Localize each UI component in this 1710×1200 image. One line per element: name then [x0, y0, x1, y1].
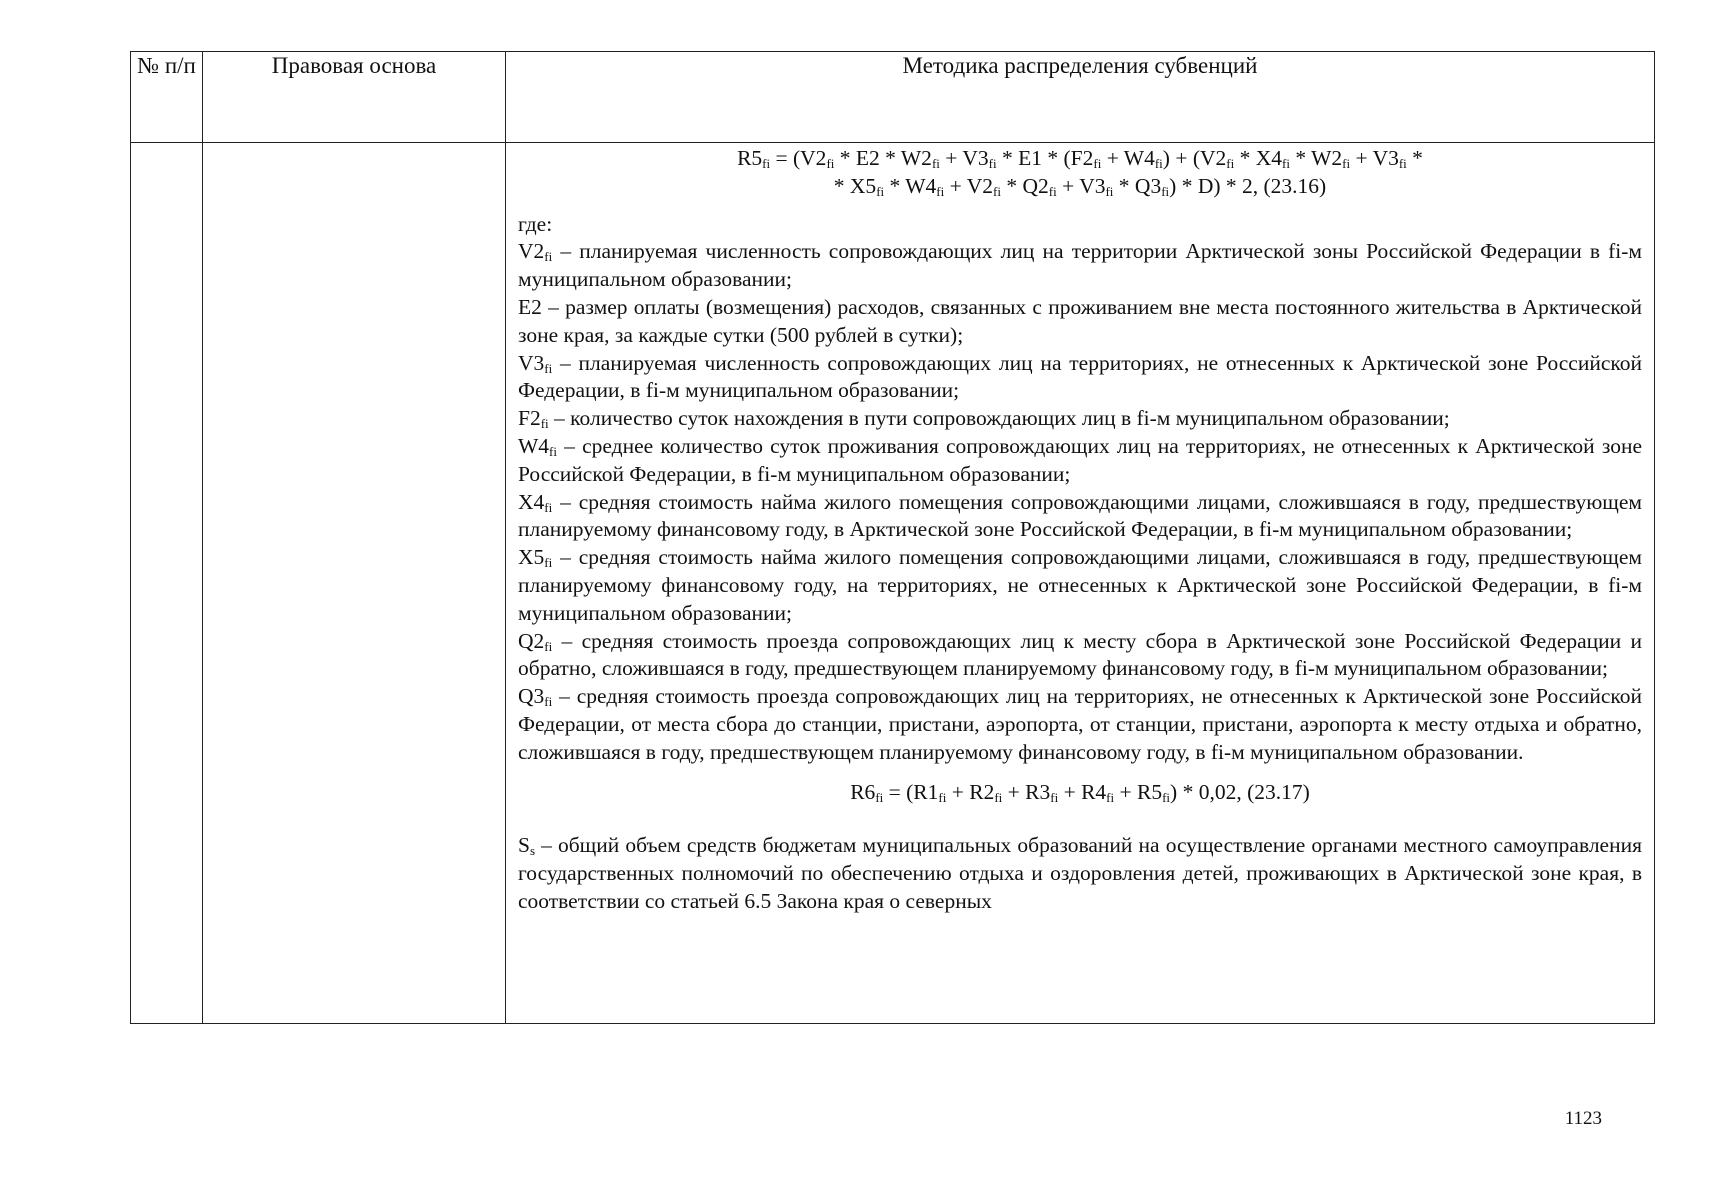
- legal-basis-cell: [203, 143, 506, 1024]
- formula-text: + R2: [946, 779, 995, 804]
- definition-item: [518, 350, 1642, 406]
- header-legal-basis: Правовая основа: [203, 52, 506, 143]
- final-symbol-sub: s: [529, 843, 536, 859]
- formula-text: + V2: [944, 173, 994, 198]
- formula-subscript: fi: [1093, 156, 1102, 171]
- formula-subscript: fi: [1342, 156, 1351, 171]
- formula-subscript: fi: [931, 156, 940, 171]
- definition-text: – количество суток нахождения в пути сопровождающих лиц в fi-м муниципальном образовании;: [548, 406, 1450, 431]
- definition-subscript: fi: [544, 360, 553, 376]
- formula-r5-line2: [518, 173, 1642, 201]
- formula-text: + V3: [939, 146, 989, 170]
- formula-text: ) + (V2: [1162, 146, 1227, 170]
- formula-text: + V3: [1350, 146, 1399, 170]
- definition-symbol: Q2: [518, 628, 545, 653]
- formula-text: *: [1406, 146, 1423, 170]
- formula-subscript: fi: [826, 156, 835, 171]
- definition-item: [518, 405, 1642, 433]
- definition-symbol: E2: [518, 294, 542, 319]
- formula-text: = (V2: [770, 146, 827, 170]
- formula-subscript: fi: [938, 789, 947, 805]
- formula-subscript: fi: [1154, 156, 1163, 171]
- definition-item: [518, 628, 1642, 684]
- definition-item: [518, 238, 1642, 294]
- formula-text: + V3: [1056, 173, 1106, 198]
- definition-item: [518, 489, 1642, 545]
- definition-text: – среднее количество суток проживания сопровождающих лиц на территориях, не отнесенных к Арктической зоне Российской Федерации, в fi-м муниципальном образовании;: [518, 433, 1642, 486]
- formula-text: + R3: [1002, 779, 1051, 804]
- number-cell: [131, 143, 203, 1024]
- formula-text: + R4: [1058, 779, 1107, 804]
- formula-subscript: fi: [1226, 156, 1235, 171]
- definition-item: [518, 544, 1642, 627]
- definition-text: – размер оплаты (возмещения) расходов, связанных с проживанием вне места постоянного жительства в Арктической зоне края, за каждые сутки (500 рублей в сутки);: [518, 294, 1642, 347]
- formula-subscript: fi: [876, 183, 885, 199]
- formula-subscript: fi: [762, 156, 771, 171]
- page-number: 1123: [1564, 1108, 1602, 1129]
- definition-symbol: X4: [518, 489, 545, 514]
- definition-item: [518, 683, 1642, 766]
- definition-text: – средняя стоимость найма жилого помещения сопровождающими лицами, сложившаяся в году, предшествующем планируемому финансовому году, в Арктической зоне Российской Федерации, в fi-м муниципальном образовании;: [518, 489, 1642, 542]
- distribution-table: [130, 51, 1655, 1024]
- formula-text: + W4: [1101, 146, 1155, 170]
- where-label: где:: [518, 211, 553, 236]
- definition-symbol: W4: [518, 433, 550, 458]
- definition-subscript: fi: [549, 443, 557, 459]
- definition-text: – планируемая численность сопровождающих лиц на территориях, не отнесенных к Арктической зоне Российской Федерации, в fi-м муниципальном образовании;: [518, 350, 1642, 403]
- formula-subscript: fi: [1050, 789, 1059, 805]
- definition-subscript: fi: [540, 416, 549, 432]
- final-paragraph: [518, 832, 1642, 915]
- formula-subscript: fi: [993, 183, 1001, 199]
- formula-text: * X5: [833, 173, 877, 198]
- formula-text: ) * D) * 2, (23.16): [1169, 173, 1327, 198]
- formula-text: = (R1: [883, 779, 939, 804]
- methodology-cell: [506, 143, 1655, 1024]
- definition-text: – планируемая численность сопровождающих лиц на территории Арктической зоны Российской Федерации в fi-м муниципальном образовании;: [518, 239, 1642, 292]
- final-text: – общий объем средств бюджетам муниципальных образований на осуществление органами местного самоуправления государственных полномочий по обеспечению отдыха и оздоровления детей, проживающих в Арктической зоне края, в соответствии со статьей 6.5 Закона края о северных: [518, 833, 1642, 913]
- definition-subscript: fi: [544, 555, 553, 571]
- definition-symbol: V2: [518, 239, 545, 264]
- definition-symbol: Q3: [518, 684, 545, 709]
- formula-subscript: fi: [1282, 156, 1290, 171]
- formula-text: * W4: [884, 173, 937, 198]
- header-methodology: Методика распределения субвенций: [506, 52, 1655, 143]
- definitions-list: [518, 238, 1642, 766]
- table-header-row: [131, 52, 1655, 143]
- definition-symbol: X5: [518, 545, 545, 570]
- formula-subscript: fi: [1106, 789, 1115, 805]
- header-number: № п/п: [131, 52, 203, 143]
- final-symbol: S: [518, 833, 530, 858]
- formula-r6: [518, 779, 1642, 807]
- formula-subscript: fi: [1048, 183, 1057, 199]
- definition-symbol: F2: [518, 406, 541, 431]
- formula-text: * E1 * (F2: [996, 146, 1094, 170]
- formula-text: * Q3: [1113, 173, 1162, 198]
- definition-text: – средняя стоимость найма жилого помещения сопровождающими лицами, сложившаяся в году, предшествующем планируемому финансовому году, на территориях, не отнесенных к Арктической зоне Российской Федерации, в fi-м муниципальном образовании;: [518, 545, 1642, 625]
- formula-text: ) * 0,02, (23.17): [1170, 779, 1310, 804]
- definition-item: [518, 294, 1642, 350]
- formula-r5-line1: [518, 145, 1642, 173]
- formula-text: R5: [737, 146, 763, 170]
- definition-text: – средняя стоимость проезда сопровождающих лиц к месту сбора в Арктической зоне Российской Федерации и обратно, сложившаяся в году, предшествующем планируемому финансовому году, в fi-м муниципальном образовании;: [518, 628, 1642, 681]
- table-row: [131, 143, 1655, 1024]
- formula-subscript: fi: [994, 789, 1003, 805]
- formula-subscript: fi: [1161, 183, 1170, 199]
- formula-subscript: fi: [1162, 789, 1171, 805]
- definition-symbol: V3: [518, 350, 545, 375]
- definition-subscript: fi: [544, 249, 553, 265]
- definition-item: [518, 433, 1642, 489]
- formula-subscript: fi: [1105, 183, 1114, 199]
- definition-subscript: fi: [544, 499, 553, 515]
- formula-text: * X4: [1234, 146, 1283, 170]
- formula-subscript: fi: [988, 156, 997, 171]
- formula-text: * W2: [1289, 146, 1343, 170]
- formula-subscript: fi: [936, 183, 945, 199]
- definition-subscript: fi: [544, 694, 553, 710]
- formula-subscript: fi: [1398, 156, 1407, 171]
- formula-text: R6: [850, 779, 876, 804]
- formula-text: * E2 * W2: [834, 146, 932, 170]
- definition-subscript: fi: [544, 638, 553, 654]
- formula-text: + R5: [1114, 779, 1163, 804]
- formula-text: * Q2: [1000, 173, 1049, 198]
- definition-text: – средняя стоимость проезда сопровождающих лиц на территориях, не отнесенных к Арктической зоне Российской Федерации, от места сбора до станции, пристани, аэропорта, от станции, пристани, аэропорта к месту отдыха и обратно, сложившаяся в году, предшествующем планируемому финансовому году, в fi-м муниципальном образовании.: [518, 684, 1642, 764]
- formula-subscript: fi: [875, 789, 884, 805]
